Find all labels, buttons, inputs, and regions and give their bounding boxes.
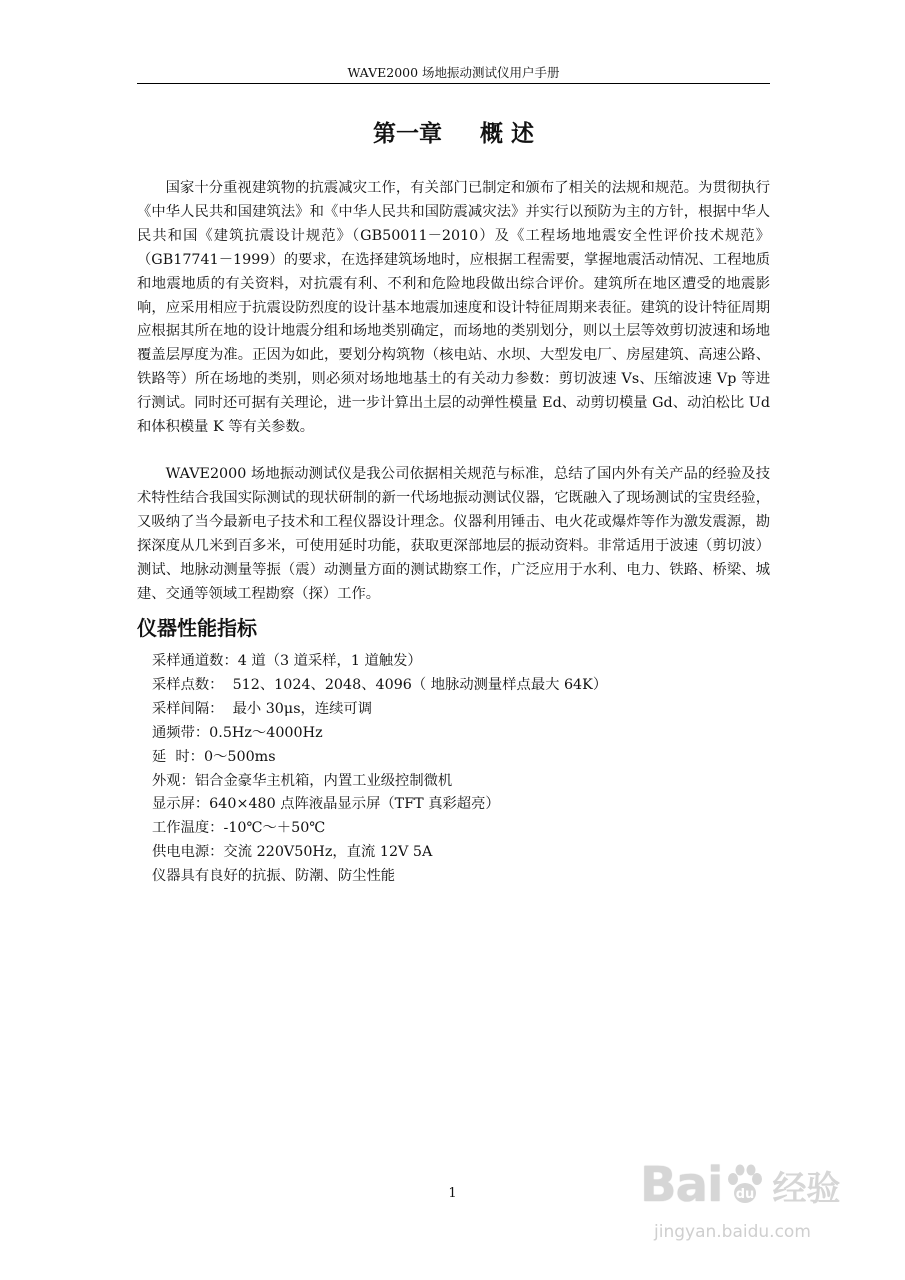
chapter-number: 第一章 [372, 121, 442, 147]
spec-item: 通频带：0.5Hz～4000Hz [152, 724, 323, 741]
section-heading: 仪器性能指标 [137, 616, 257, 640]
spec-item: 外观：铝合金豪华主机箱，内置工业级控制微机 [152, 772, 453, 789]
watermark-brand-left: Bai [640, 1157, 723, 1213]
paw-icon [724, 1163, 766, 1207]
intro-paragraph-1: 国家十分重视建筑物的抗震减灾工作，有关部门已制定和颁布了相关的法规和规范。为贯彻执行《中华人民共和国建筑法》和《中华人民共和国防震减灾法》并实行以预防为主的方针，根据中华人民共和国《建筑抗震设计规范》（GB50011－2010）及《工程场地地震安全性评价技术规范》（GB17741－1999）的要求，在选择建筑场地时，应根据工程需要，掌握地震活动情况、工程地质和地震地质的有关资料，对抗震有利、不利和危险地段做出综合评价。建筑所在地区遭受的地震影响，应采用相应于抗震设防烈度的设计基本地震加速度和设计特征周期来表征。建筑的设计特征周期应根据其所在地的设计地震分组和场地类别确定，而场地的类别划分，则以土层等效剪切波速和场地覆盖层厚度为准。正因为如此，要划分构筑物（核电站、水坝、大型发电厂、房屋建筑、高速公路、铁路等）所在场地的类别，则必须对场地地基土的有关动力参数：剪切波速 Vs、压缩波速 Vp 等进行测试。同时还可据有关理论，进一步计算出土层的动弹性模量 Ed、动剪切模量 Gd、动泊松比 Ud 和体积模量 K 等有关参数。 [137, 180, 770, 436]
watermark-brand-right: 经验 [772, 1168, 841, 1209]
header-divider [137, 83, 770, 84]
watermark-url: jingyan.baidu.com [654, 1222, 811, 1242]
spec-item: 供电电源：交流 220V50Hz，直流 12V 5A [152, 844, 433, 861]
page-number: 1 [448, 1186, 457, 1201]
chapter-name: 概 述 [479, 121, 534, 147]
spec-item: 工作温度：-10℃～＋50℃ [152, 820, 326, 837]
spec-item: 显示屏：640×480 点阵液晶显示屏（TFT 真彩超亮） [152, 796, 500, 813]
baidu-jingyan-watermark [640, 1150, 890, 1270]
spec-item: 采样间隔： 最小 30μs，连续可调 [152, 700, 373, 717]
intro-paragraph-2: WAVE2000 场地振动测试仪是我公司依据相关规范与标准，总结了国内外有关产品的经验及技术特性结合我国实际测试的现状研制的新一代场地振动测试仪器，它既融入了现场测试的宝贵经验，又吸纳了当今最新电子技术和工程仪器设计理念。仪器利用锤击、电火花或爆炸等作为激发震源，勘探深度从几米到百多米，可使用延时功能，获取更深部地层的振动资料。非常适用于波速（剪切波）测试、地脉动测量等振（震）动测量方面的测试勘察工作，广泛应用于水利、电力、铁路、桥梁、城建、交通等领域工程勘察（探）工作。 [137, 466, 770, 602]
chapter-title [137, 118, 770, 150]
spec-item: 仪器具有良好的抗振、防潮、防尘性能 [152, 868, 396, 885]
running-header: WAVE2000 场地振动测试仪用户手册 [347, 65, 560, 80]
spec-list [152, 650, 607, 889]
spec-item: 采样点数： 512、1024、2048、4096（ 地脉动测量样点最大 64K） [152, 676, 608, 693]
svg-text:du: du [736, 1187, 755, 1202]
watermark-logo [640, 1150, 890, 1220]
spec-item: 采样通道数：4 道（3 道采样，1 道触发） [152, 653, 422, 669]
spec-item: 延 时：0～500ms [152, 748, 276, 765]
